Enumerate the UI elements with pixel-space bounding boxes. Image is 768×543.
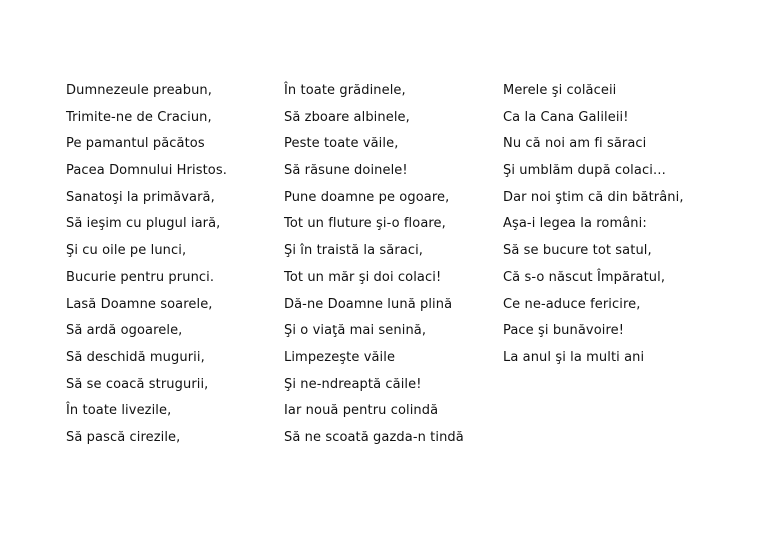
poem-line: Peste toate văile,	[284, 136, 399, 152]
poem-line: Dă-ne Doamne lună plină	[284, 296, 453, 312]
poem-line: Tot un fluture şi-o floare,	[284, 216, 446, 232]
poem-line: Şi în traistă la săraci,	[284, 243, 424, 259]
poem-line: Pune doamne pe ogoare,	[284, 189, 450, 205]
poem-line: Aşa-i legea la români:	[503, 216, 647, 232]
poem-line: Pacea Domnului Hristos.	[66, 163, 227, 179]
poem-line: Să se bucure tot satul,	[503, 243, 652, 259]
poem-line: Să răsune doinele!	[284, 163, 408, 179]
poem-line: Să zboare albinele,	[284, 109, 410, 125]
poem-line: Şi ne-ndreaptă căile!	[284, 376, 422, 392]
poem-line: În toate grădinele,	[284, 83, 406, 98]
poem-line: Să ardă ogoarele,	[66, 323, 183, 339]
poem-line: Dar noi ştim că din bătrâni,	[503, 189, 684, 205]
poem-line: Că s-o născut Împăratul,	[503, 269, 666, 285]
poem-column-3	[503, 82, 718, 376]
poem-line: Ca la Cana Galileii!	[503, 109, 629, 125]
poem-line: Pace şi bunăvoire!	[503, 323, 625, 339]
poem-line: Sanatoşi la primăvară,	[66, 189, 215, 205]
poem-line: Merele şi colăceii	[503, 83, 617, 98]
poem-column-2	[284, 82, 499, 456]
poem-line: La anul şi la multi ani	[503, 349, 645, 365]
poem-line: Trimite-ne de Craciun,	[66, 109, 212, 125]
poem-line: Să se coacă strugurii,	[66, 376, 209, 392]
poem-line: Lasă Doamne soarele,	[66, 296, 213, 312]
poem-line: Să ieşim cu plugul iară,	[66, 216, 221, 232]
poem-line: Şi o viaţă mai senină,	[284, 323, 427, 339]
poem-line: Să ne scoată gazda-n tindă	[284, 429, 464, 445]
poem-line: Pe pamantul păcătos	[66, 136, 205, 152]
poem-column-1	[66, 82, 281, 456]
poem-line: Iar nouă pentru colindă	[284, 403, 439, 419]
poem-line: Să deschidă mugurii,	[66, 349, 205, 365]
poem-line: Limpezeşte văile	[284, 349, 396, 365]
poem-line: Să pască cirezile,	[66, 429, 181, 445]
poem-line: În toate livezile,	[66, 403, 172, 419]
poem-line: Tot un măr şi doi colaci!	[284, 269, 442, 285]
poem-line: Bucurie pentru prunci.	[66, 269, 215, 285]
poem-line: Nu că noi am fi săraci	[503, 136, 647, 152]
poem-line: Şi umblăm după colaci…	[503, 163, 667, 179]
poem-line: Şi cu oile pe lunci,	[66, 243, 187, 259]
poem-line: Ce ne-aduce fericire,	[503, 296, 641, 312]
poem-line: Dumnezeule preabun,	[66, 83, 212, 98]
